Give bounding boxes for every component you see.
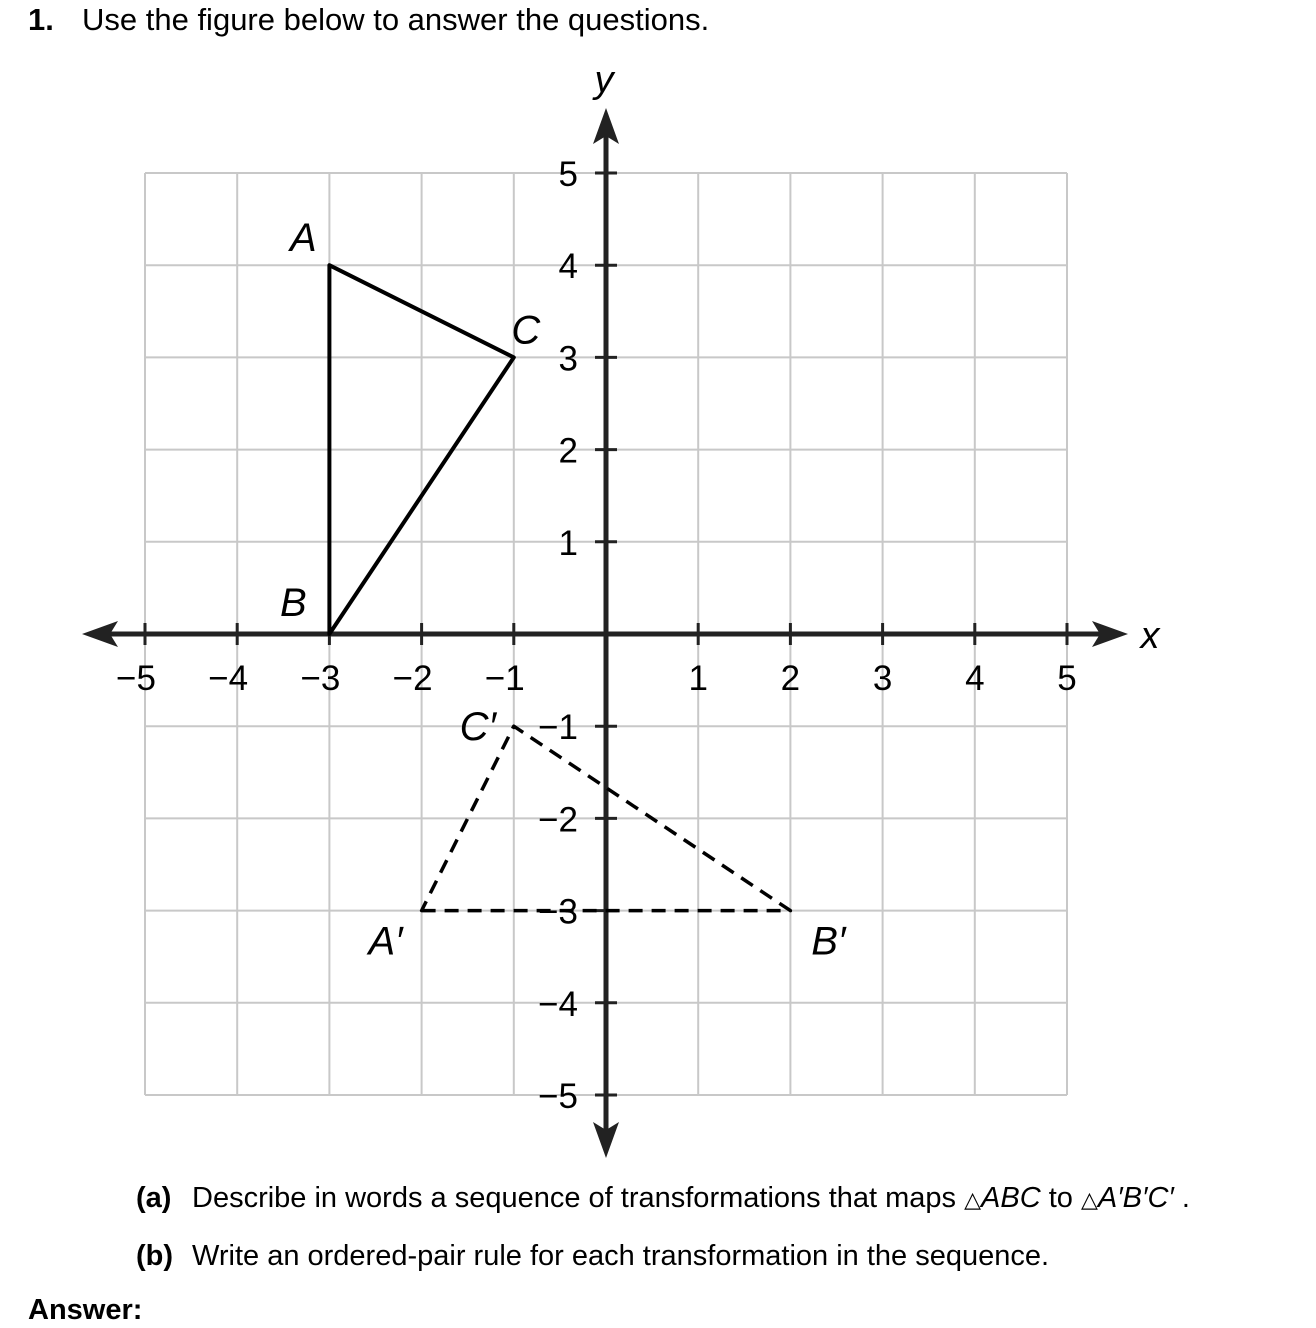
vertex-label: C xyxy=(511,308,541,353)
x-tick-label: −4 xyxy=(208,659,249,698)
part-a xyxy=(136,1180,1190,1218)
x-axis-label: x xyxy=(1140,615,1160,657)
vertex-label: B xyxy=(280,581,307,625)
x-tick-label: −2 xyxy=(392,659,433,698)
y-tick-label: −5 xyxy=(538,1077,578,1116)
part-a-text: Describe in words a sequence of transformations that maps xyxy=(192,1182,957,1214)
part-b-label: (b) xyxy=(136,1240,174,1272)
y-tick-label: 3 xyxy=(558,339,578,379)
x-tick-label: −1 xyxy=(484,659,525,698)
vertex-labels xyxy=(280,216,847,963)
y-tick-label: 4 xyxy=(558,247,578,287)
triangle-symbol: △ xyxy=(1080,1187,1098,1212)
part-a-to: to xyxy=(1048,1182,1073,1214)
triangle-abc: ABC xyxy=(981,1182,1041,1214)
y-tick-label: −2 xyxy=(538,800,578,840)
part-b-text: Write an ordered-pair rule for each transformation in the sequence. xyxy=(192,1240,1050,1272)
y-axis-label: y xyxy=(594,59,614,101)
y-tick-label: 2 xyxy=(558,431,578,471)
x-tick-label: −5 xyxy=(116,659,156,698)
x-tick-label: 2 xyxy=(780,659,801,698)
y-tick-label: −1 xyxy=(538,708,578,748)
y-tick-label: −3 xyxy=(538,892,578,932)
question-prompt: Use the figure below to answer the questions. xyxy=(82,2,710,37)
axes xyxy=(82,59,1162,1158)
x-tick-label: 5 xyxy=(1057,659,1077,698)
x-tick-label: 3 xyxy=(872,659,893,698)
triangle-symbol: △ xyxy=(964,1187,982,1212)
x-tick-label: 4 xyxy=(965,659,985,698)
triangle-abc-prime: A′B′C′ xyxy=(1097,1182,1174,1214)
part-b xyxy=(136,1238,1049,1274)
y-tick-label: 5 xyxy=(558,155,578,194)
vertex-label: A xyxy=(290,216,317,261)
x-tick-label: −3 xyxy=(300,659,341,698)
part-a-label: (a) xyxy=(136,1182,172,1214)
vertex-label: B′ xyxy=(811,919,846,964)
answer-label: Answer: xyxy=(28,1294,143,1326)
vertex-label: C′ xyxy=(459,705,496,750)
x-tick-label: 1 xyxy=(688,659,708,698)
y-tick-label: 1 xyxy=(558,523,578,563)
part-a-end: . xyxy=(1181,1182,1190,1214)
vertex-label: A′ xyxy=(368,919,403,964)
y-tick-label: −4 xyxy=(538,984,578,1024)
question-number: 1. xyxy=(28,2,54,37)
